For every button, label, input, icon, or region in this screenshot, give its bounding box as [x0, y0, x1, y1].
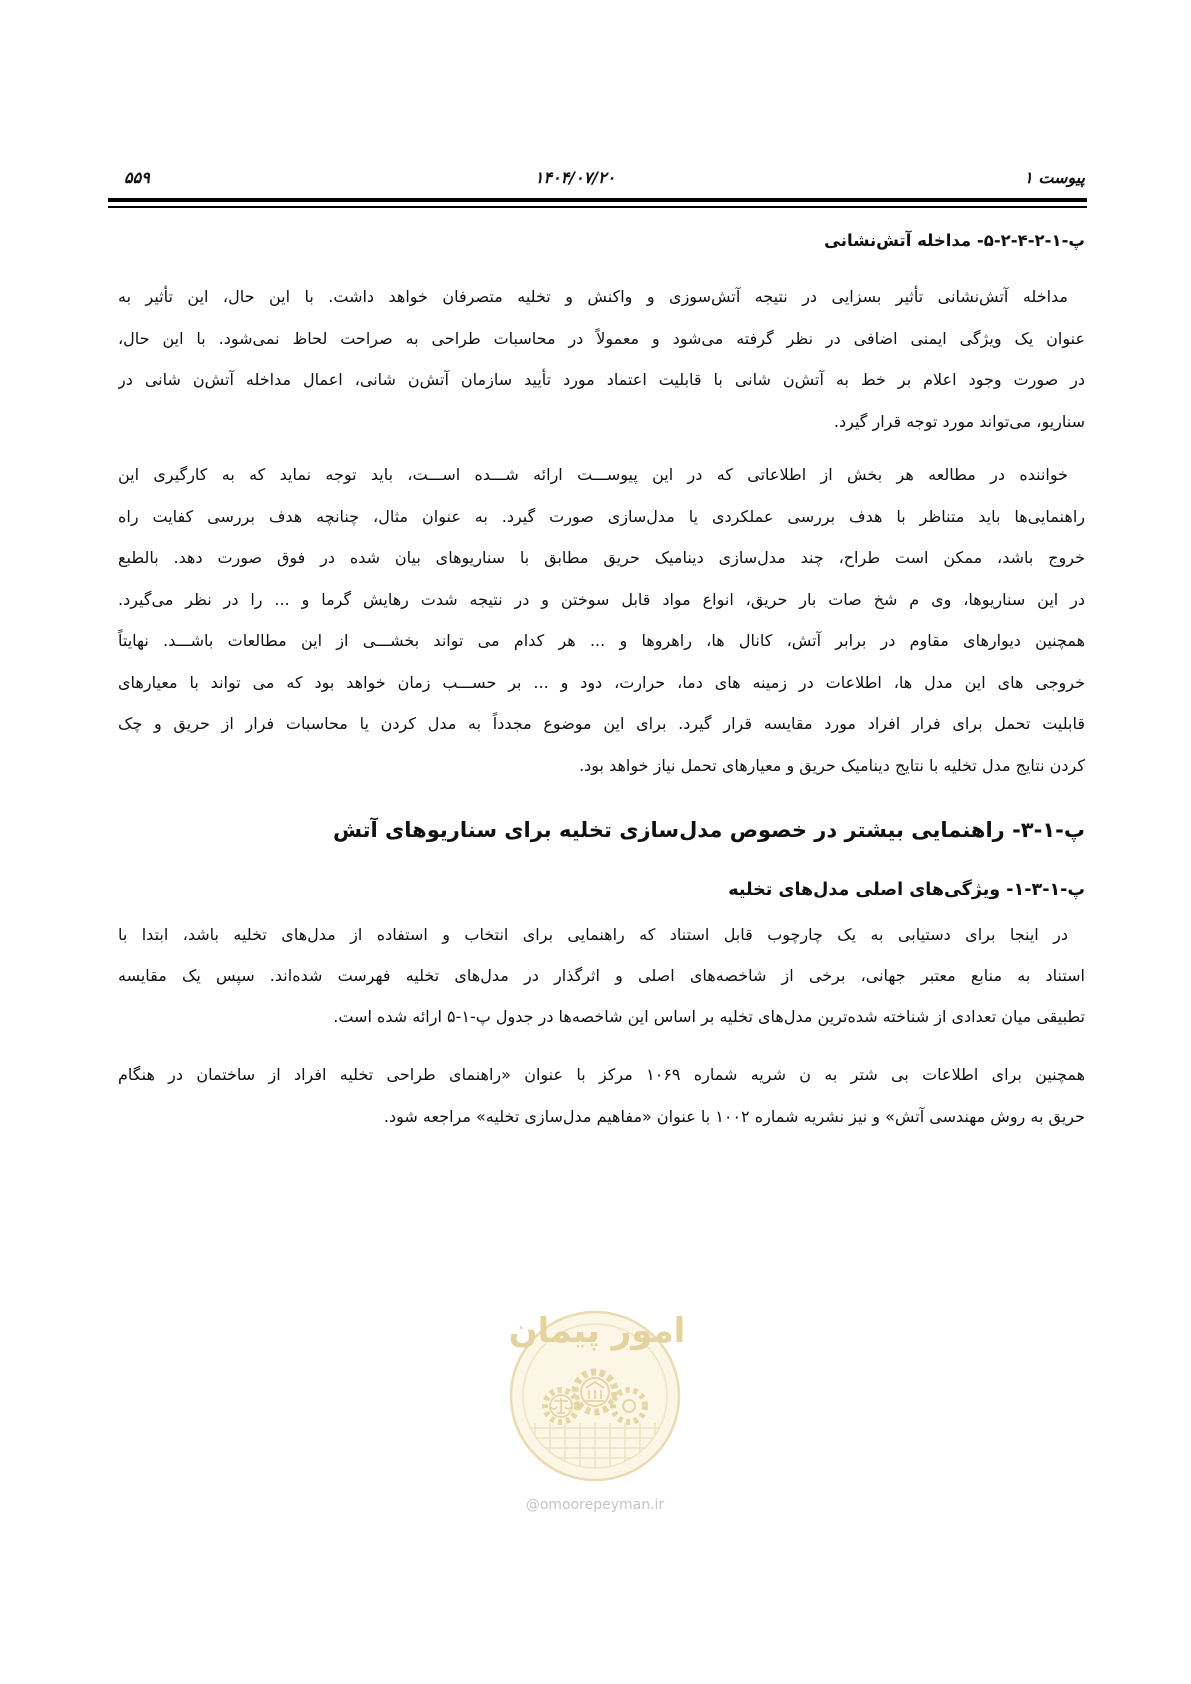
seal-lettering: امور پیمان — [508, 1311, 685, 1351]
paragraph-line: همچنین دیوارهای مقاوم در برابر آتش، کانال ها، راهروها و ... هر کدام می تواند بخشـــی از این مطالعات باشـــد. نهایتاً — [118, 631, 1085, 650]
paragraph-line: همچنین برای اطلاعات بی شتر به ن شریه شماره ۱۰۶۹ مرکز با عنوان «راهنمای طراحی تخلیه افراد از ساختمان در هنگام — [118, 1065, 1085, 1084]
page-number: ۵۵۹ — [124, 168, 150, 187]
header-rule-thin — [108, 206, 1087, 208]
paragraph-reader-guidance — [118, 454, 1085, 786]
section-heading-evacuation-modeling: پ-۱-۳- راهنمایی بیشتر در خصوص مدل‌سازی تخلیه برای سناریوهای آتش — [332, 818, 1085, 842]
watermark-site-address: @omoorepeyman.ir — [525, 1497, 665, 1513]
paragraph-line: خروج باشد، ممکن است طراح، چند مدل‌سازی دینامیک حریق مطابق با سناریوهای بیان شده در فوق صورت دهد. بالطبع — [118, 548, 1085, 567]
paragraph-line: در این سناریوها، وی م شخ صات بار حریق، انواع مواد قابل سوختن و در نتیجه شدت رهایش گرما و ... را در نظر می‌گیرد. — [118, 589, 1085, 609]
paragraph-line: سناریو، می‌تواند مورد توجه قرار گیرد. — [833, 411, 1085, 431]
paragraph-fire-intervention — [118, 276, 1085, 442]
paragraph-further-references — [118, 1054, 1085, 1137]
appendix-label: پیوست ۱ — [1024, 168, 1085, 187]
paragraph-line: خواننده در مطالعه هر بخش از اطلاعاتی که در این پیوســـت ارائه شـــده اســـت، باید توجه نماید که به کارگیری این — [118, 465, 1068, 484]
paragraph-line: راهنمایی‌ها باید متناظر با هدف بررسی عملکردی یا مدل‌سازی صورت گیرد. به عنوان مثال، چنانچه هدف بررسی کفایت راه — [118, 506, 1085, 526]
subsection-heading-model-features: پ-۱-۳-۱- ویژگی‌های اصلی مدل‌های تخلیه — [728, 880, 1085, 900]
paragraph-model-features — [118, 914, 1085, 1037]
paragraph-line: در صورت وجود اعلام بر خط به آتش‌ن شانی با قابلیت اعتماد مورد تأیید سازمان آتش‌ن شانی، اعمال مداخله آتش‌ن شانی در — [118, 370, 1085, 389]
paragraph-line: در اینجا برای دستیابی به یک چارچوب قابل استناد که راهنمایی برای انتخاب و استفاده از مدل‌های تخلیه باشد، ابتدا با — [118, 925, 1068, 944]
header-date: ۱۴۰۴/۰۷/۲۰ — [534, 168, 616, 187]
paragraph-line: تطبیقی میان تعدادی از شناخته شده‌ترین مدل‌های تخلیه بر اساس این شاخصه‌ها در جدول پ-۱-۵ ارائه شده است. — [333, 1007, 1085, 1026]
watermark-seal-logo — [505, 1278, 685, 1490]
paragraph-line: مداخله آتش‌نشانی تأثیر بسزایی در نتیجه آتش‌سوزی و واکنش و تخلیه متصرفان خواهد داشت. با این حال، این تأثیر به — [118, 287, 1068, 306]
section-heading-fire-intervention: پ-۱-۲-۴-۲-۵- مداخله آتش‌نشانی — [824, 231, 1085, 250]
paragraph-line: عنوان یک ویژگی ایمنی اضافی در نظر گرفته می‌شود و معمولاً در محاسبات طراحی به صراحت لحاظ نمی‌شود. با این حال، — [118, 328, 1085, 348]
paragraph-line: قابلیت تحمل برای فرار افراد مورد مقایسه قرار گیرد. برای این موضوع مجدداً به مدل کردن یا محاسبات فرار از حریق و چک — [118, 714, 1085, 733]
paragraph-line: خروجی های این مدل ها، اطلاعات در زمینه های دما، حرارت، دود و ... بر حســـب زمان خواهد بود که می تواند با معیارهای — [118, 672, 1085, 692]
paragraph-line: کردن نتایج مدل تخلیه با نتایج دینامیک حریق و معیارهای تحمل نیاز خواهد بود. — [579, 755, 1085, 775]
header-rule-thick — [108, 198, 1087, 202]
gear-icon — [613, 1390, 645, 1422]
paragraph-line: حریق به روش مهندسی آتش» و نیز نشریه شماره ۱۰۰۲ با عنوان «مفاهیم مدل‌سازی تخلیه» مراجعه شود. — [383, 1106, 1085, 1126]
running-header — [118, 163, 1085, 193]
paragraph-line: استناد به منابع معتبر جهانی، برخی از شاخصه‌های اصلی و اثرگذار در مدل‌های تخلیه فهرست شده‌اند. سپس یک مقایسه — [118, 966, 1085, 985]
